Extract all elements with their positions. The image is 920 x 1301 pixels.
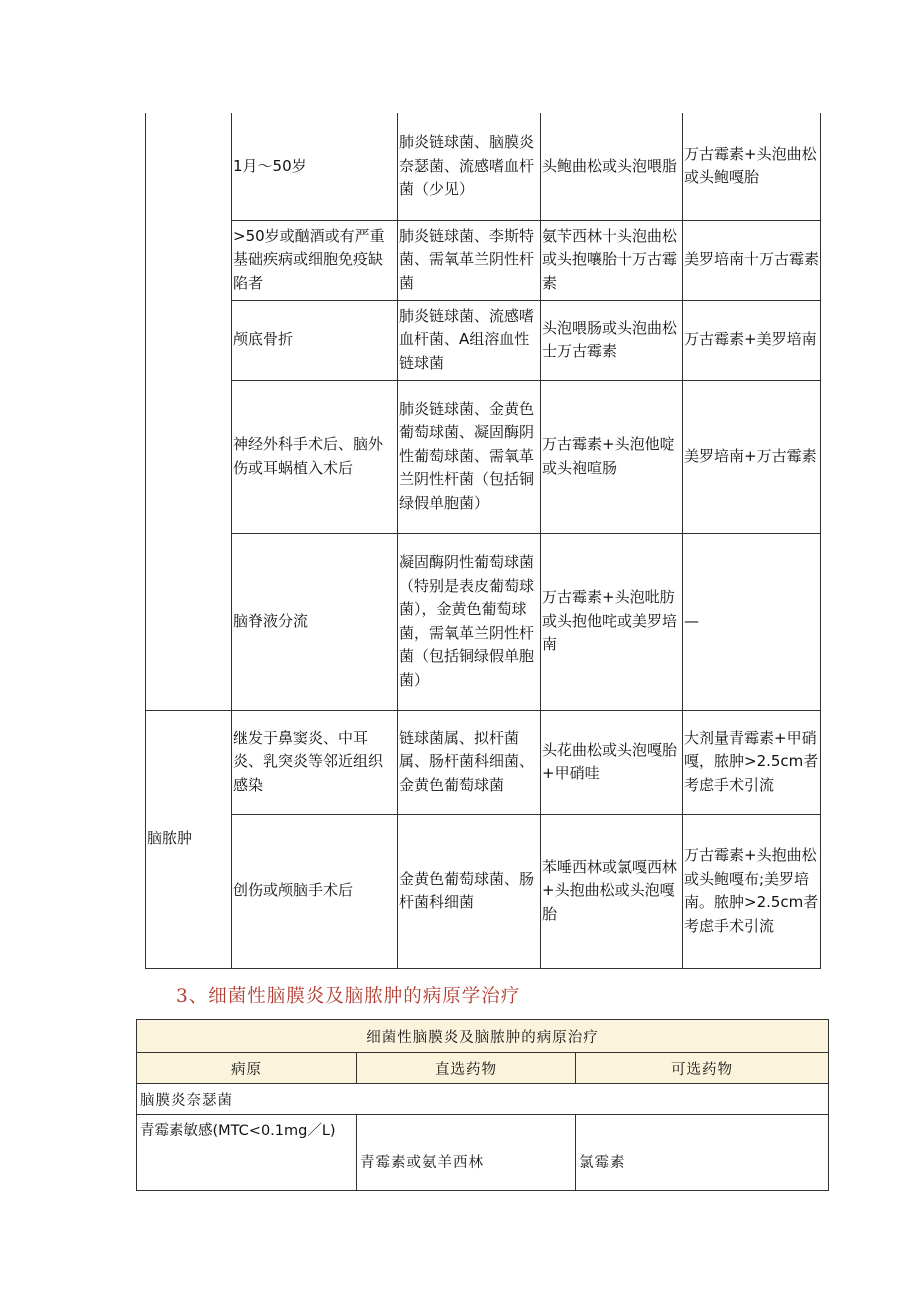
- table-header-row: [137, 1053, 829, 1084]
- pathogen-cell: 链球菌属、拟杆菌属、肠杆菌科细菌、金黄色葡萄球菌: [398, 710, 541, 814]
- first-choice-cell: 万古霉素+头泡他啶或头袍喧肠: [541, 380, 683, 533]
- table-row: [146, 814, 821, 968]
- alternative-cell: 万古霉素+头抱曲松或头鲍嘎布;美罗培南。脓肿>2.5cm者考虑手术引流: [683, 814, 821, 968]
- condition-cell: 创伤或颅脑手术后: [232, 814, 398, 968]
- table-row: [146, 710, 821, 814]
- first-choice-cell: 头花曲松或头泡嘎胎+甲硝哇: [541, 710, 683, 814]
- table-title-row: [137, 1020, 829, 1053]
- category-cell: 脑脓肿: [146, 710, 232, 968]
- header-alternative: 可选药物: [576, 1053, 829, 1084]
- first-choice-cell: 苯唾西林或氯嘎西林+头抱曲松或头泡嘎胎: [541, 814, 683, 968]
- table-row: [146, 380, 821, 533]
- first-choice-cell: 万古霉素+头泡吡肪或头抱他咤或美罗培南: [541, 533, 683, 710]
- condition-cell: >50岁或酗酒或有严重基础疾病或细胞免疫缺陷者: [232, 220, 398, 300]
- table-row: [146, 533, 821, 710]
- alternative-cell: 大剂量青霉素+甲硝嘎，脓肿>2.5cm者考虑手术引流: [683, 710, 821, 814]
- pathogen-cell: 金黄色葡萄球菌、肠杆菌科细菌: [398, 814, 541, 968]
- section-heading: 3、细菌性脑膜炎及脑脓肿的病原学治疗: [176, 986, 521, 1007]
- table-row: [137, 1115, 829, 1191]
- category-cell: [146, 113, 232, 710]
- pathogen-cell: 凝固酶阴性葡萄球菌（特别是表皮葡萄球菌），金黄色葡萄球菌，需氧革兰阴性杆菌（包括铜绿假单胞菌）: [398, 533, 541, 710]
- pathogen-treatment-table: [145, 113, 821, 969]
- alternative-cell: 美罗培南十万古霉素: [683, 220, 821, 300]
- condition-cell: 颅底骨折: [232, 300, 398, 380]
- table-row: [146, 300, 821, 380]
- pathogen-label: 脑膜炎奈瑟菌: [137, 1084, 829, 1115]
- condition-cell: 继发于鼻窦炎、中耳炎、乳突炎等邻近组织感染: [232, 710, 398, 814]
- pathogen-therapy-table: [136, 1019, 829, 1191]
- alternative-cell: 万古霉素+头泡曲松或头鲍嘎胎: [683, 113, 821, 220]
- table-title: 细菌性脑膜炎及脑脓肿的病原治疗: [137, 1020, 829, 1053]
- first-choice-cell: 氨苄西林十头泡曲松或头抱嚷胎十万古霉素: [541, 220, 683, 300]
- pathogen-group-row: [137, 1084, 829, 1115]
- alternative-cell: 氯霉素: [576, 1115, 829, 1191]
- condition-cell: 脑脊液分流: [232, 533, 398, 710]
- table-row: [146, 220, 821, 300]
- pathogen-cell: 肺炎链球菌、金黄色葡萄球菌、凝固酶阴性葡萄球菌、需氧革兰阴性杆菌（包括铜绿假单胞菌）: [398, 380, 541, 533]
- pathogen-cell: 肺炎链球菌、流感嗜血杆菌、A组溶血性链球菌: [398, 300, 541, 380]
- pathogen-cell: 肺炎链球菌、脑膜炎奈瑟菌、流感嗜血杆菌（少见）: [398, 113, 541, 220]
- condition-cell: 1月～50岁: [232, 113, 398, 220]
- first-choice-cell: 青霉素或氨羊西林: [357, 1115, 576, 1191]
- alternative-cell: 万古霉素+美罗培南: [683, 300, 821, 380]
- condition-cell: 神经外科手术后、脑外伤或耳蜗植入术后: [232, 380, 398, 533]
- alternative-cell: 美罗培南+万古霉素: [683, 380, 821, 533]
- first-choice-cell: 头鲍曲松或头泡喂脂: [541, 113, 683, 220]
- table-row: [146, 113, 821, 220]
- sensitivity-label: 青霉素敏感(MTC<0.1mg／L): [137, 1115, 357, 1191]
- header-pathogen: 病原: [137, 1053, 357, 1084]
- first-choice-cell: 头泡喂肠或头泡曲松士万古霉素: [541, 300, 683, 380]
- pathogen-cell: 肺炎链球菌、李斯特菌、需氧革兰阴性杆菌: [398, 220, 541, 300]
- header-first-choice: 直选药物: [357, 1053, 576, 1084]
- alternative-cell: —: [683, 533, 821, 710]
